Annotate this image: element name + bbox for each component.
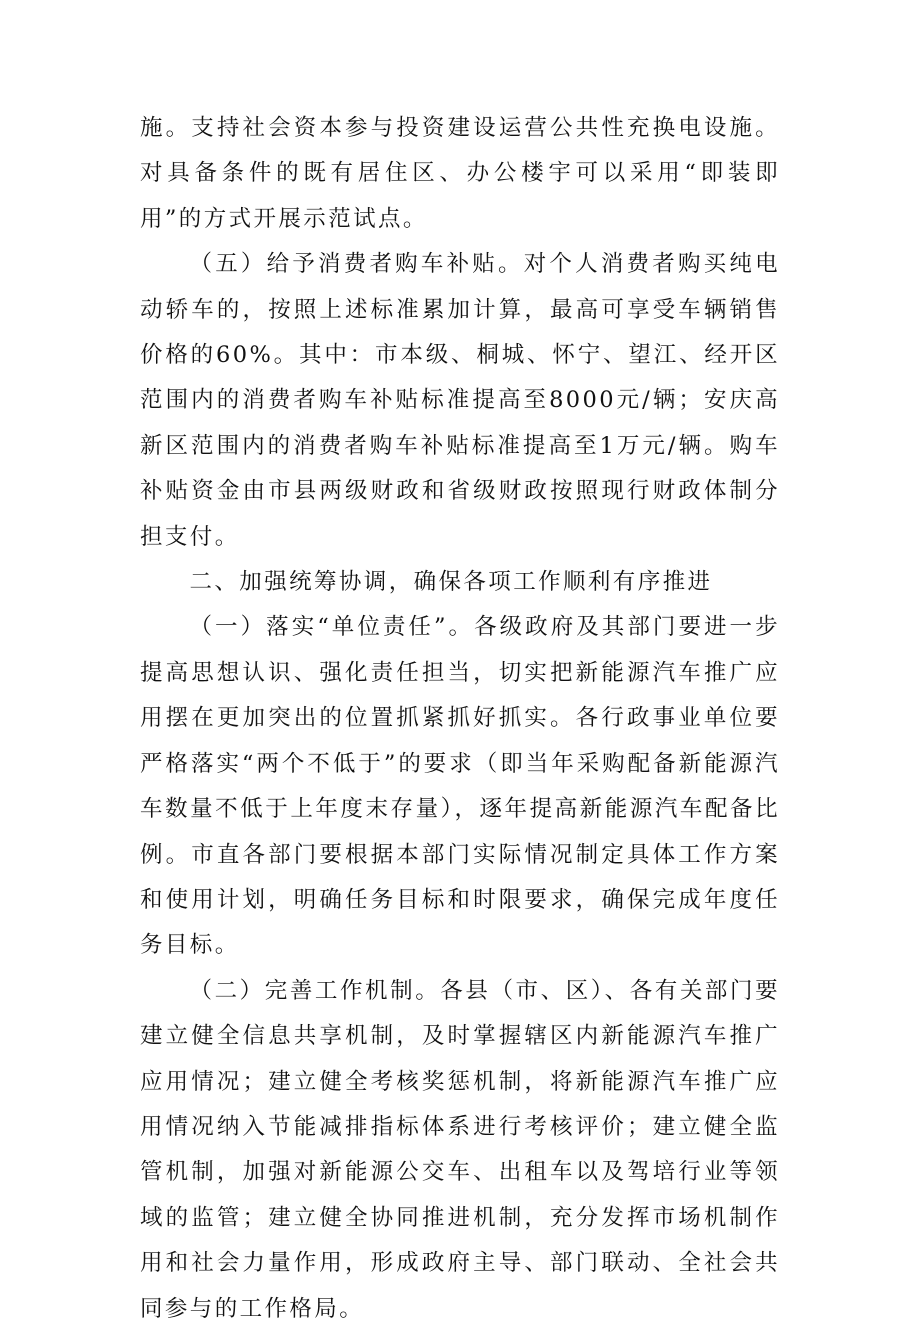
paragraph-unit-responsibility: （一）落实“单位责任”。各级政府及其部门要进一步提高思想认识、强化责任担当，切实把新能源汽车推广应用摆在更加突出的位置抓紧抓好抓实。各行政事业单位要严格落实“两个不低于”的要求（即当年采购配备新能源汽车数量不低于上年度末存量），逐年提高新能源汽车配备比例。市直各部门要根据本部门实际情况制定具体工作方案和使用计划，明确任务目标和时限要求，确保完成年度任务目标。 [140, 614, 780, 959]
paragraph-charging-facilities: 施。支持社会资本参与投资建设运营公共性充换电设施。对具备条件的既有居住区、办公楼宇可以采用“即装即用”的方式开展示范试点。 [140, 115, 780, 232]
paragraph-purchase-subsidy: （五）给予消费者购车补贴。对个人消费者购买纯电动轿车的，按照上述标准累加计算，最高可享受车辆销售价格的60%。其中：市本级、桐城、怀宁、望江、经开区范围内的消费者购车补贴标准提高至8000元/辆；安庆高新区范围内的消费者购车补贴标准提高至1万元/辆。购车补贴资金由市县两级财政和省级财政按照现行财政体制分担支付。 [140, 251, 780, 550]
paragraph-work-mechanism: （二）完善工作机制。各县（市、区）、各有关部门要建立健全信息共享机制，及时掌握辖区内新能源汽车推广应用情况；建立健全考核奖惩机制，将新能源汽车推广应用情况纳入节能减排指标体系进行考核评价；建立健全监管机制，加强对新能源公交车、出租车以及驾培行业等领域的监管；建立健全协同推进机制，充分发挥市场机制作用和社会力量作用，形成政府主导、部门联动、全社会共同参与的工作格局。 [140, 977, 780, 1322]
section-heading-coordination: 二、加强统筹协调，确保各项工作顺利有序推进 [189, 569, 713, 596]
